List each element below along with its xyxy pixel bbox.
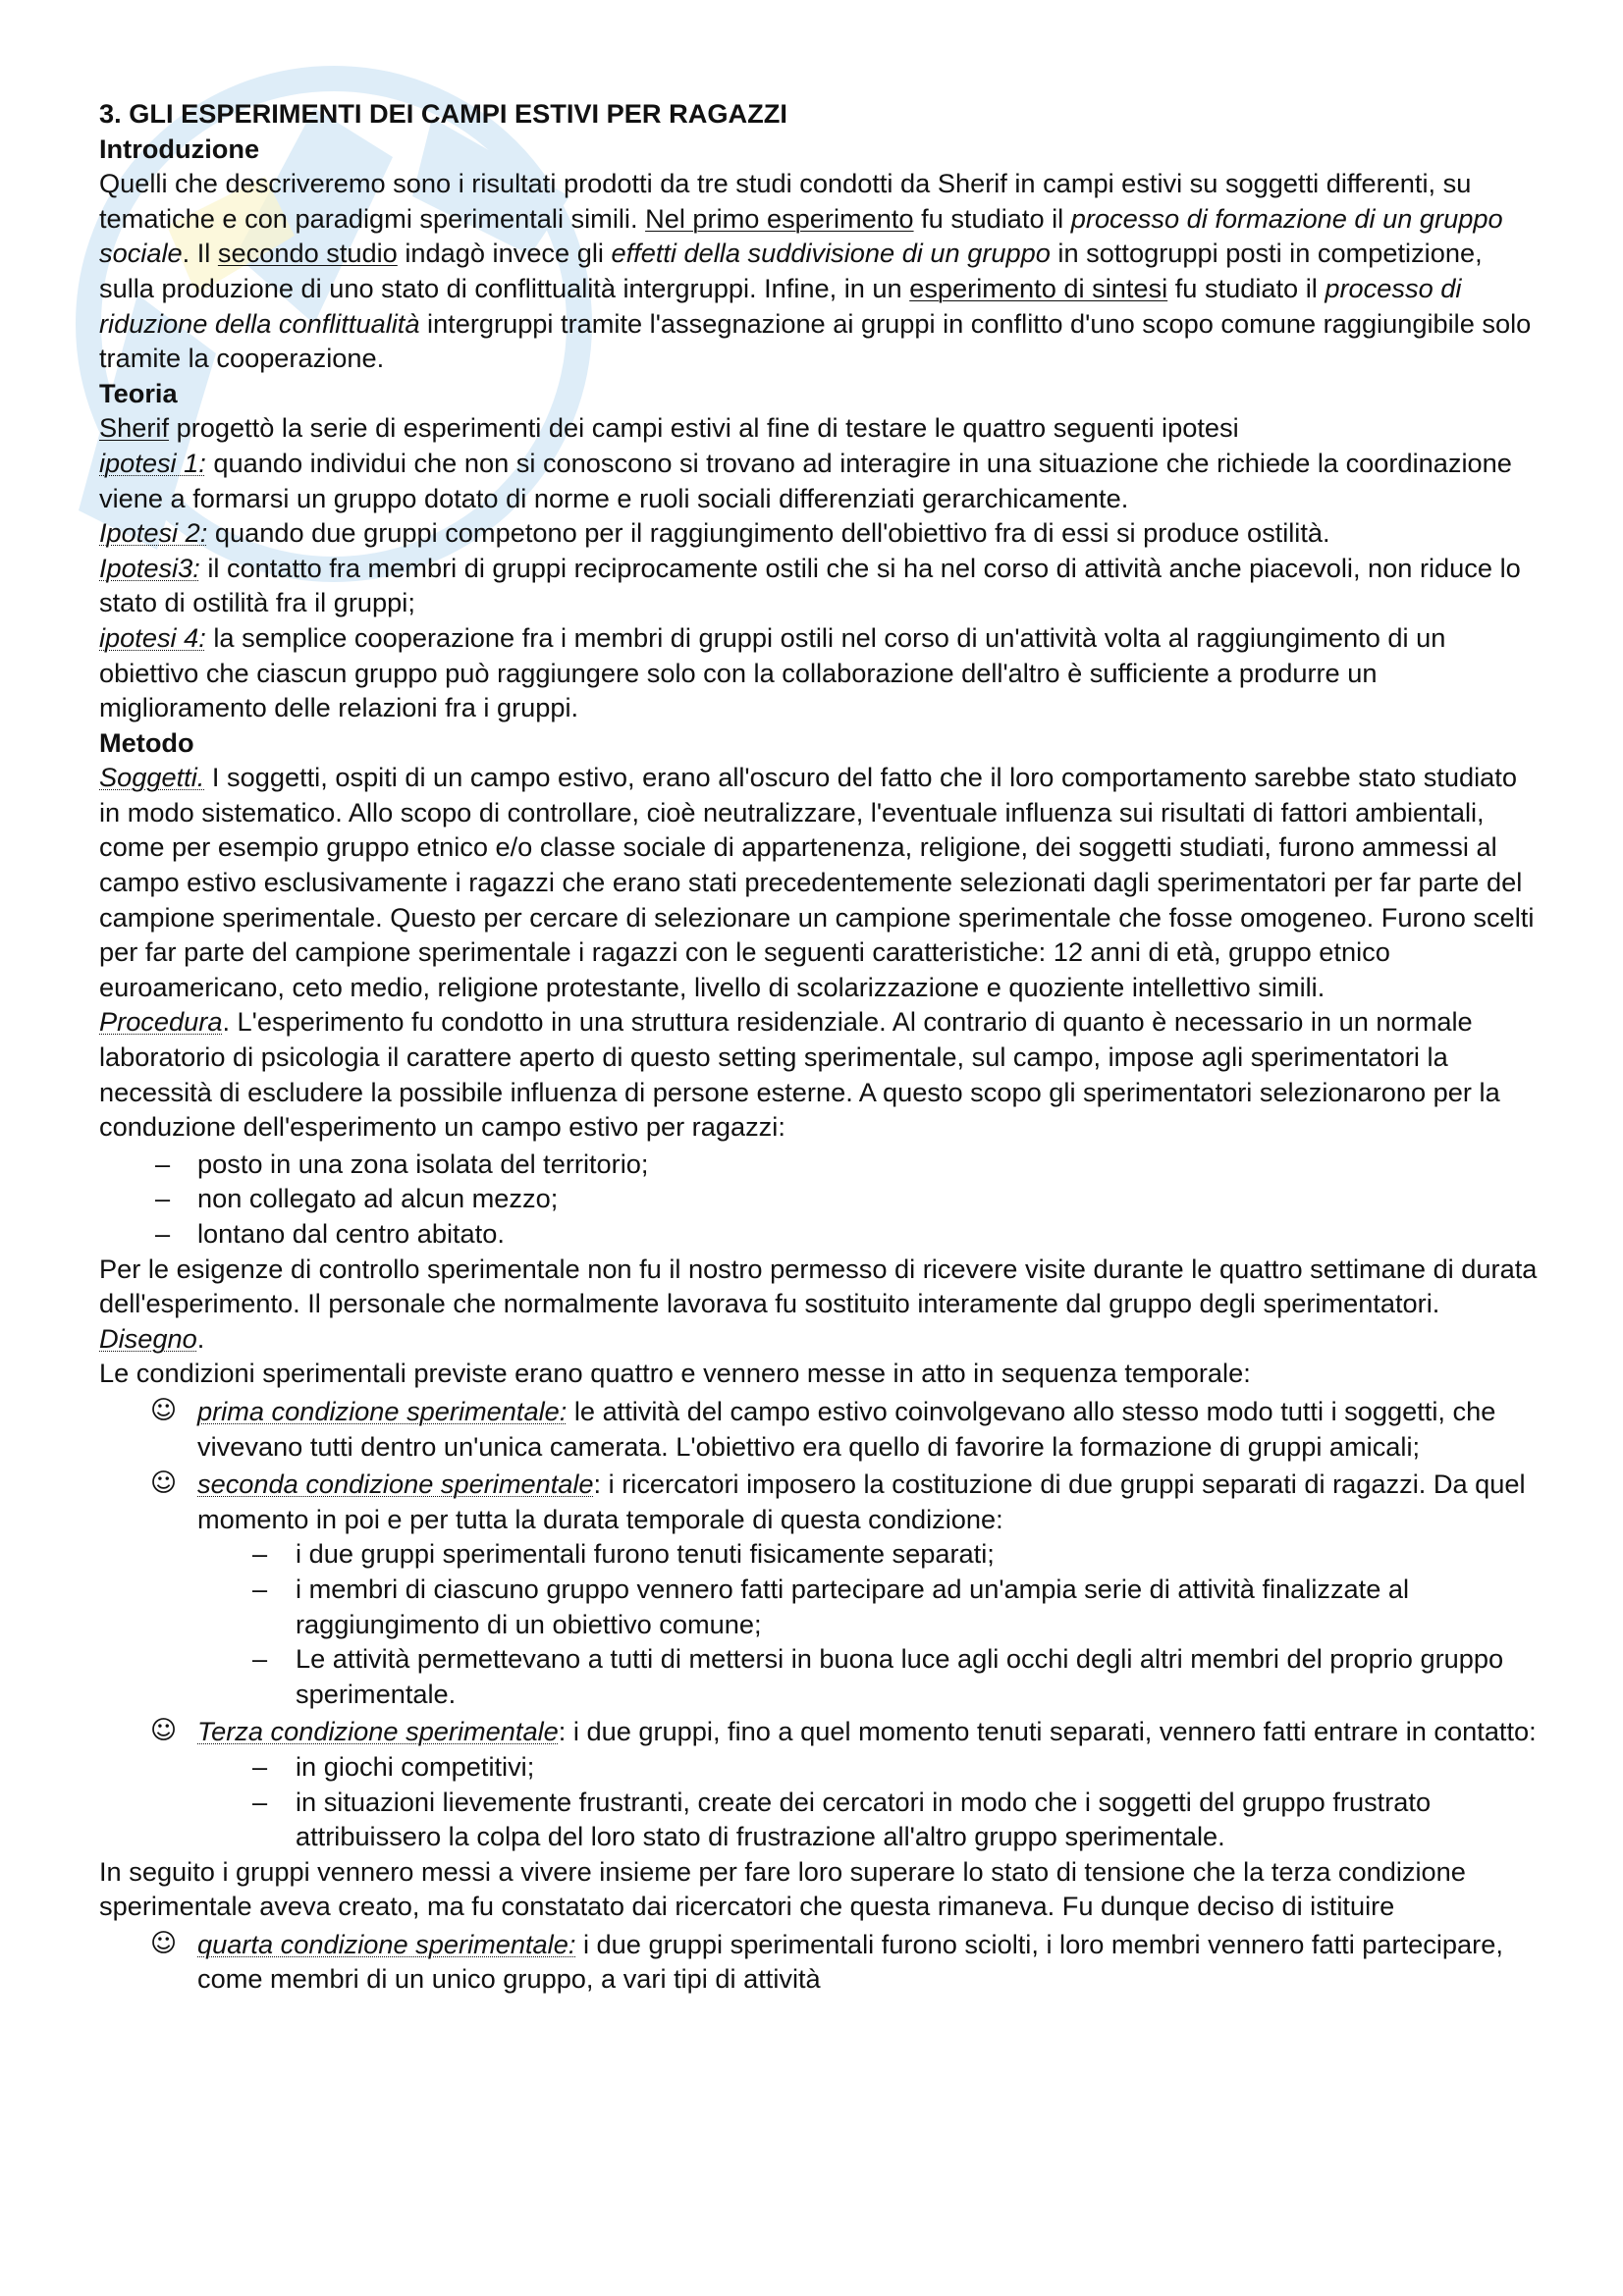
theory-heading: Teoria xyxy=(99,377,178,408)
design-label-line: Disegno. xyxy=(99,1322,205,1354)
list-item: – in situazioni lievemente frustranti, create dei cercatori in modo che i soggetti del gruppo frustrato attribuissero la colpa del loro stato di frustrazione all'altro gruppo sperimentale. xyxy=(99,1785,1542,1854)
conditions-list-3 xyxy=(99,1714,1542,1749)
list-item: – non collegato ad alcun mezzo; xyxy=(99,1181,1542,1216)
condition-1: ☺ prima condizione sperimentale: le attività del campo estivo coinvolgevano allo stesso modo tutti i soggetti, che vivevano tutti dentro un'unica camerata. L'obiettivo era quello di favorire la formazione di gruppi amicali; xyxy=(99,1394,1542,1464)
list-item: – lontano dal centro abitato. xyxy=(99,1216,1542,1252)
intro-heading: Introduzione xyxy=(99,133,260,164)
document-title: 3. GLI ESPERIMENTI DEI CAMPI ESTIVI PER RAGAZZI xyxy=(99,98,787,129)
hypothesis-1: ipotesi 1: quando individui che non si conoscono si trovano ad interagire in una situazione che richiede la coordinazione viene a formarsi un gruppo dotato di norme e ruoli sociali differenziati gerarchicamente. xyxy=(99,447,1512,513)
subjects-paragraph: Soggetti. I soggetti, ospiti di un campo estivo, erano all'oscuro del fatto che il loro comportamento sarebbe stato studiato in modo sistematico. Allo scopo di controllare, cioè neutralizzare, l'eventuale influenza sui risultati di fattori ambientali, come per esempio gruppo etnico e/o classe sociale di appartenenza, religione, dei soggetti studiati, furono ammessi al campo estivo esclusivamente i ragazzi che erano stati precedentemente selezionati dagli sperimentatori per far parte del campione sperimentale. Questo per cercare di selezionare un campione sperimentale che fosse omogeneo. Furono scelti per far parte del campione sperimentale i ragazzi con le seguenti caratteristiche: 12 anni di età, gruppo etnico euroamericano, ceto medio, religione protestante, livello di scolarizzazione e quoziente intellettivo simili. xyxy=(99,762,1535,1002)
hypothesis-3: Ipotesi3: il contatto fra membri di gruppi reciprocamente ostili che si ha nel corso di attività anche piacevoli, non riduce lo stato di ostilità fra il gruppi; xyxy=(99,552,1521,618)
document-page xyxy=(99,96,1542,1997)
condition-4: ☺ quarta condizione sperimentale: i due gruppi sperimentali furono sciolti, i loro membri vennero fatti partecipare, come membri di un unico gruppo, a vari tipi di attività xyxy=(99,1927,1542,1997)
list-item: – i membri di ciascuno gruppo vennero fatti partecipare ad un'ampia serie di attività finalizzate al raggiungimento di un obiettivo comune; xyxy=(99,1572,1542,1641)
condition-3-list xyxy=(99,1749,1542,1854)
list-item: – Le attività permettevano a tutti di mettersi in buona luce agli occhi degli altri membri del proprio gruppo sperimentale. xyxy=(99,1641,1542,1711)
after-paragraph: In seguito i gruppi vennero messi a vivere insieme per fare loro superare lo stato di tensione che la terza condizione sperimentale aveva creato, ma fu constatato dai ricercatori che questa rimaneva. Fu dunque deciso di istituire xyxy=(99,1855,1466,1922)
condition-3: ☺ Terza condizione sperimentale: i due gruppi, fino a quel momento tenuti separati, vennero fatti entrare in contatto: xyxy=(99,1714,1542,1749)
intro-paragraph: Quelli che descriveremo sono i risultati prodotti da tre studi condotti da Sherif in campi estivi su soggetti differenti, su tematiche e con paradigmi sperimentali simili. Nel primo esperimento fu studiato il processo di formazione di un gruppo sociale. Il secondo studio indagò invece gli effetti della suddivisione di un gruppo in sottogruppi posti in competizione, sulla produzione di uno stato di conflittualità intergruppi. Infine, in un esperimento di sintesi fu studiato il processo di riduzione della conflittualità intergruppi tramite l'assegnazione ai gruppi in conflitto d'uno scopo comune raggiungibile solo tramite la cooperazione. xyxy=(99,168,1532,374)
list-item: – posto in una zona isolata del territorio; xyxy=(99,1147,1542,1182)
theory-paragraph: Sherif progettò la serie di esperimenti dei campi estivi al fine di testare le quattro seguenti ipotesi xyxy=(99,412,1239,444)
camp-list xyxy=(99,1147,1542,1252)
design-paragraph: Le condizioni sperimentali previste erano quattro e vennero messe in atto in sequenza temporale: xyxy=(99,1358,1251,1389)
procedure-paragraph: Procedura. L'esperimento fu condotto in una struttura residenziale. Al contrario di quanto è necessario in un normale laboratorio di psicologia il carattere aperto di questo setting sperimentale, sul campo, impose agli sperimentatori la necessità di escludere la possibile influenza di persone esterne. A questo scopo gli sperimentatori selezionarono per la conduzione dell'esperimento un campo estivo per ragazzi: xyxy=(99,1006,1500,1143)
condition-2-list xyxy=(99,1536,1542,1711)
list-item: – i due gruppi sperimentali furono tenuti fisicamente separati; xyxy=(99,1536,1542,1572)
hypothesis-4: ipotesi 4: la semplice cooperazione fra i membri di gruppi ostili nel corso di un'attività volta al raggiungimento di un obiettivo che ciascun gruppo può raggiungere solo con la collaborazione dell'altro è sufficiente a produrre un miglioramento delle relazioni fra i gruppi. xyxy=(99,621,1446,723)
control-paragraph: Per le esigenze di controllo sperimentale non fu il nostro permesso di ricevere visite durante le quattro settimane di durata dell'esperimento. Il personale che normalmente lavorava fu sostituito interamente dal gruppo degli sperimentatori. xyxy=(99,1253,1538,1319)
list-item: – in giochi competitivi; xyxy=(99,1749,1542,1785)
condition-2: ☺ seconda condizione sperimentale: i ricercatori imposero la costituzione di due gruppi separati di ragazzi. Da quel momento in poi e per tutta la durata temporale di questa condizione: xyxy=(99,1467,1542,1536)
method-heading: Metodo xyxy=(99,726,194,758)
hypothesis-2: Ipotesi 2: quando due gruppi competono per il raggiungimento dell'obiettivo fra di essi si produce ostilità. xyxy=(99,517,1330,549)
conditions-list xyxy=(99,1394,1542,1536)
conditions-list-4 xyxy=(99,1927,1542,1997)
